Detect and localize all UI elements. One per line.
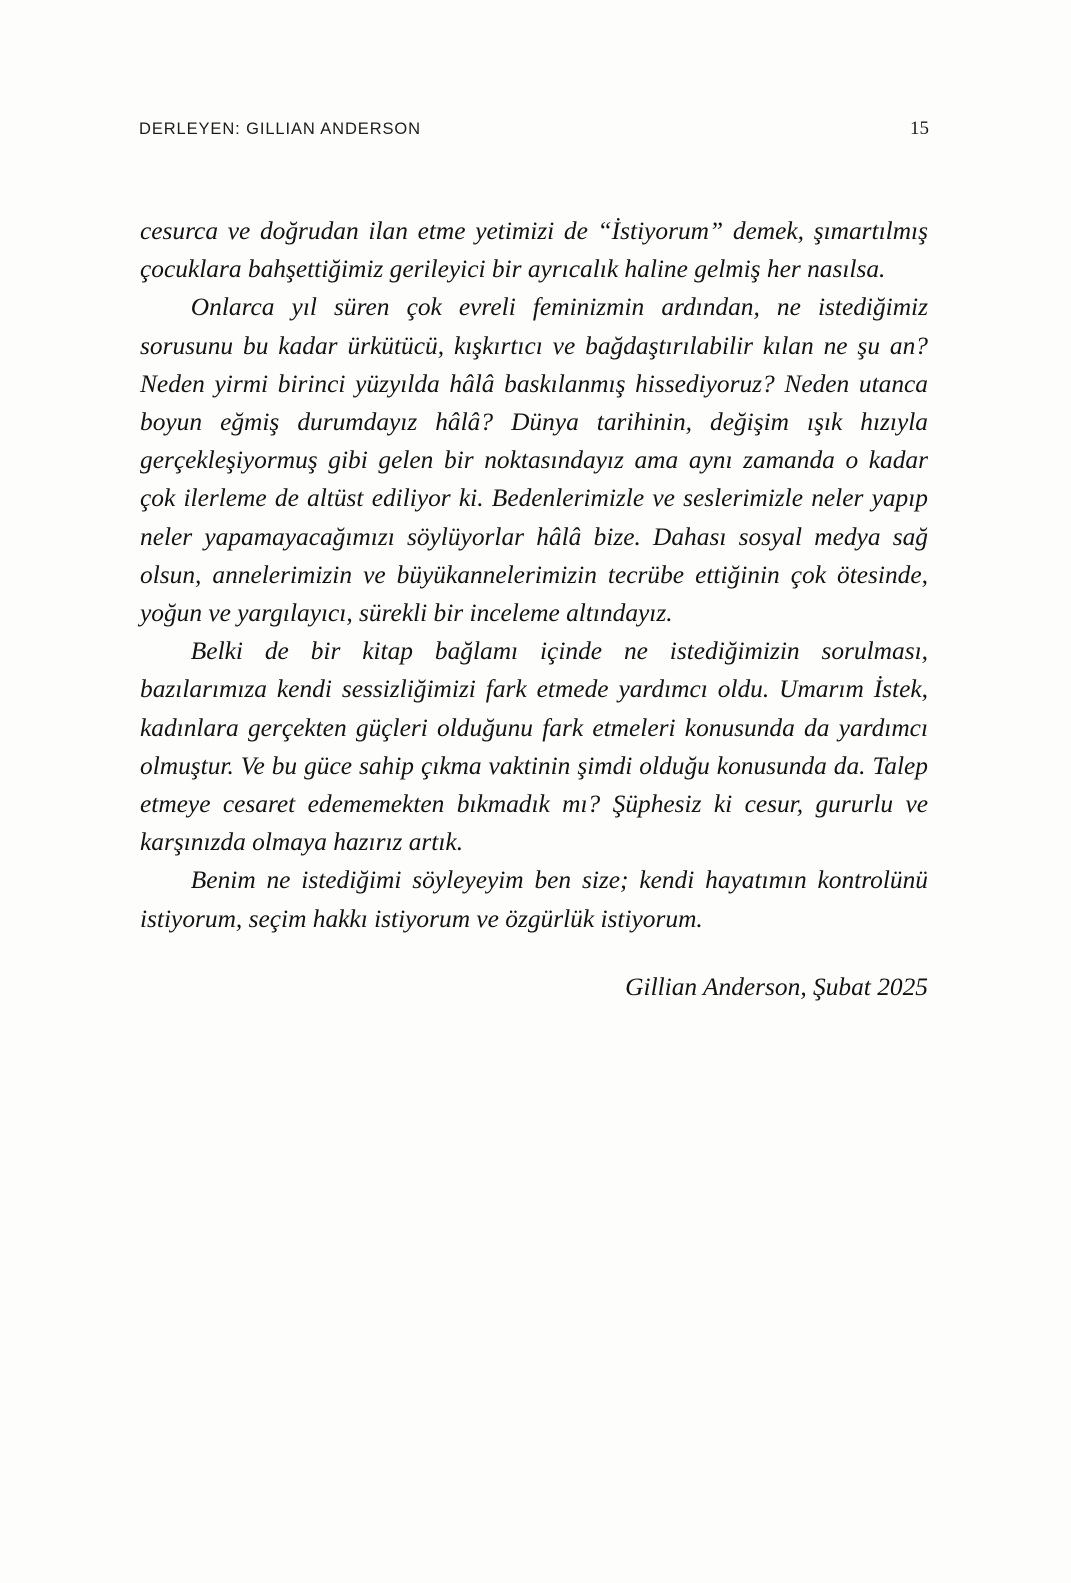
body-text xyxy=(140,212,928,1006)
page-number: 15 xyxy=(910,118,929,139)
paragraph: Belki de bir kitap bağlamı içinde ne istediğimizin sorulması, bazılarımıza kendi sessizliğimizi fark etmede yardımcı oldu. Umarım İstek, kadınlara gerçekten güçleri olduğunu fark etmeleri konusunda da yardımcı olmuştur. Ve bu güce sahip çıkma vaktinin şimdi olduğu konusunda da. Talep etmeye cesaret edememekten bıkmadık mı? Şüphesiz ki cesur, gururlu ve karşınızda olmaya hazırız artık. xyxy=(140,637,928,857)
author-signature: Gillian Anderson, Şubat 2025 xyxy=(625,972,928,1001)
paragraph: cesurca ve doğrudan ilan etme yetimizi de “İstiyorum” demek, şımartılmış çocuklara bahşettiğimiz gerileyici bir ayrıcalık haline gelmiş her nasılsa. xyxy=(140,217,928,284)
running-head-title: DERLEYEN: GILLIAN ANDERSON xyxy=(139,120,421,138)
paragraph: Onlarca yıl süren çok evreli feminizmin ardından, ne istediğimiz sorusunu bu kadar ürkütücü, kışkırtıcı ve bağdaştırılabilir kılan ne şu an? Neden yirmi birinci yüzyılda hâlâ baskılanmış hissediyoruz? Neden utanca boyun eğmiş durumdayız hâlâ? Dünya tarihinin, değişim ışık hızıyla gerçekleşiyormuş gibi gelen bir noktasındayız ama aynı zamanda o kadar çok ilerleme de altüst ediliyor ki. Bedenlerimizle ve seslerimizle neler yapıp neler yapamayacağımızı söylüyorlar hâlâ bize. Dahası sosyal medya sağ olsun, annelerimizin ve büyükannelerimizin tecrübe ettiğinin çok ötesinde, yoğun ve yargılayıcı, sürekli bir inceleme altındayız. xyxy=(140,293,928,628)
paragraph: Benim ne istediğimi söyleyeyim ben size; kendi hayatımın kontrolünü istiyorum, seçim hakkı istiyorum ve özgürlük istiyorum. xyxy=(140,866,928,933)
running-head xyxy=(139,118,929,140)
